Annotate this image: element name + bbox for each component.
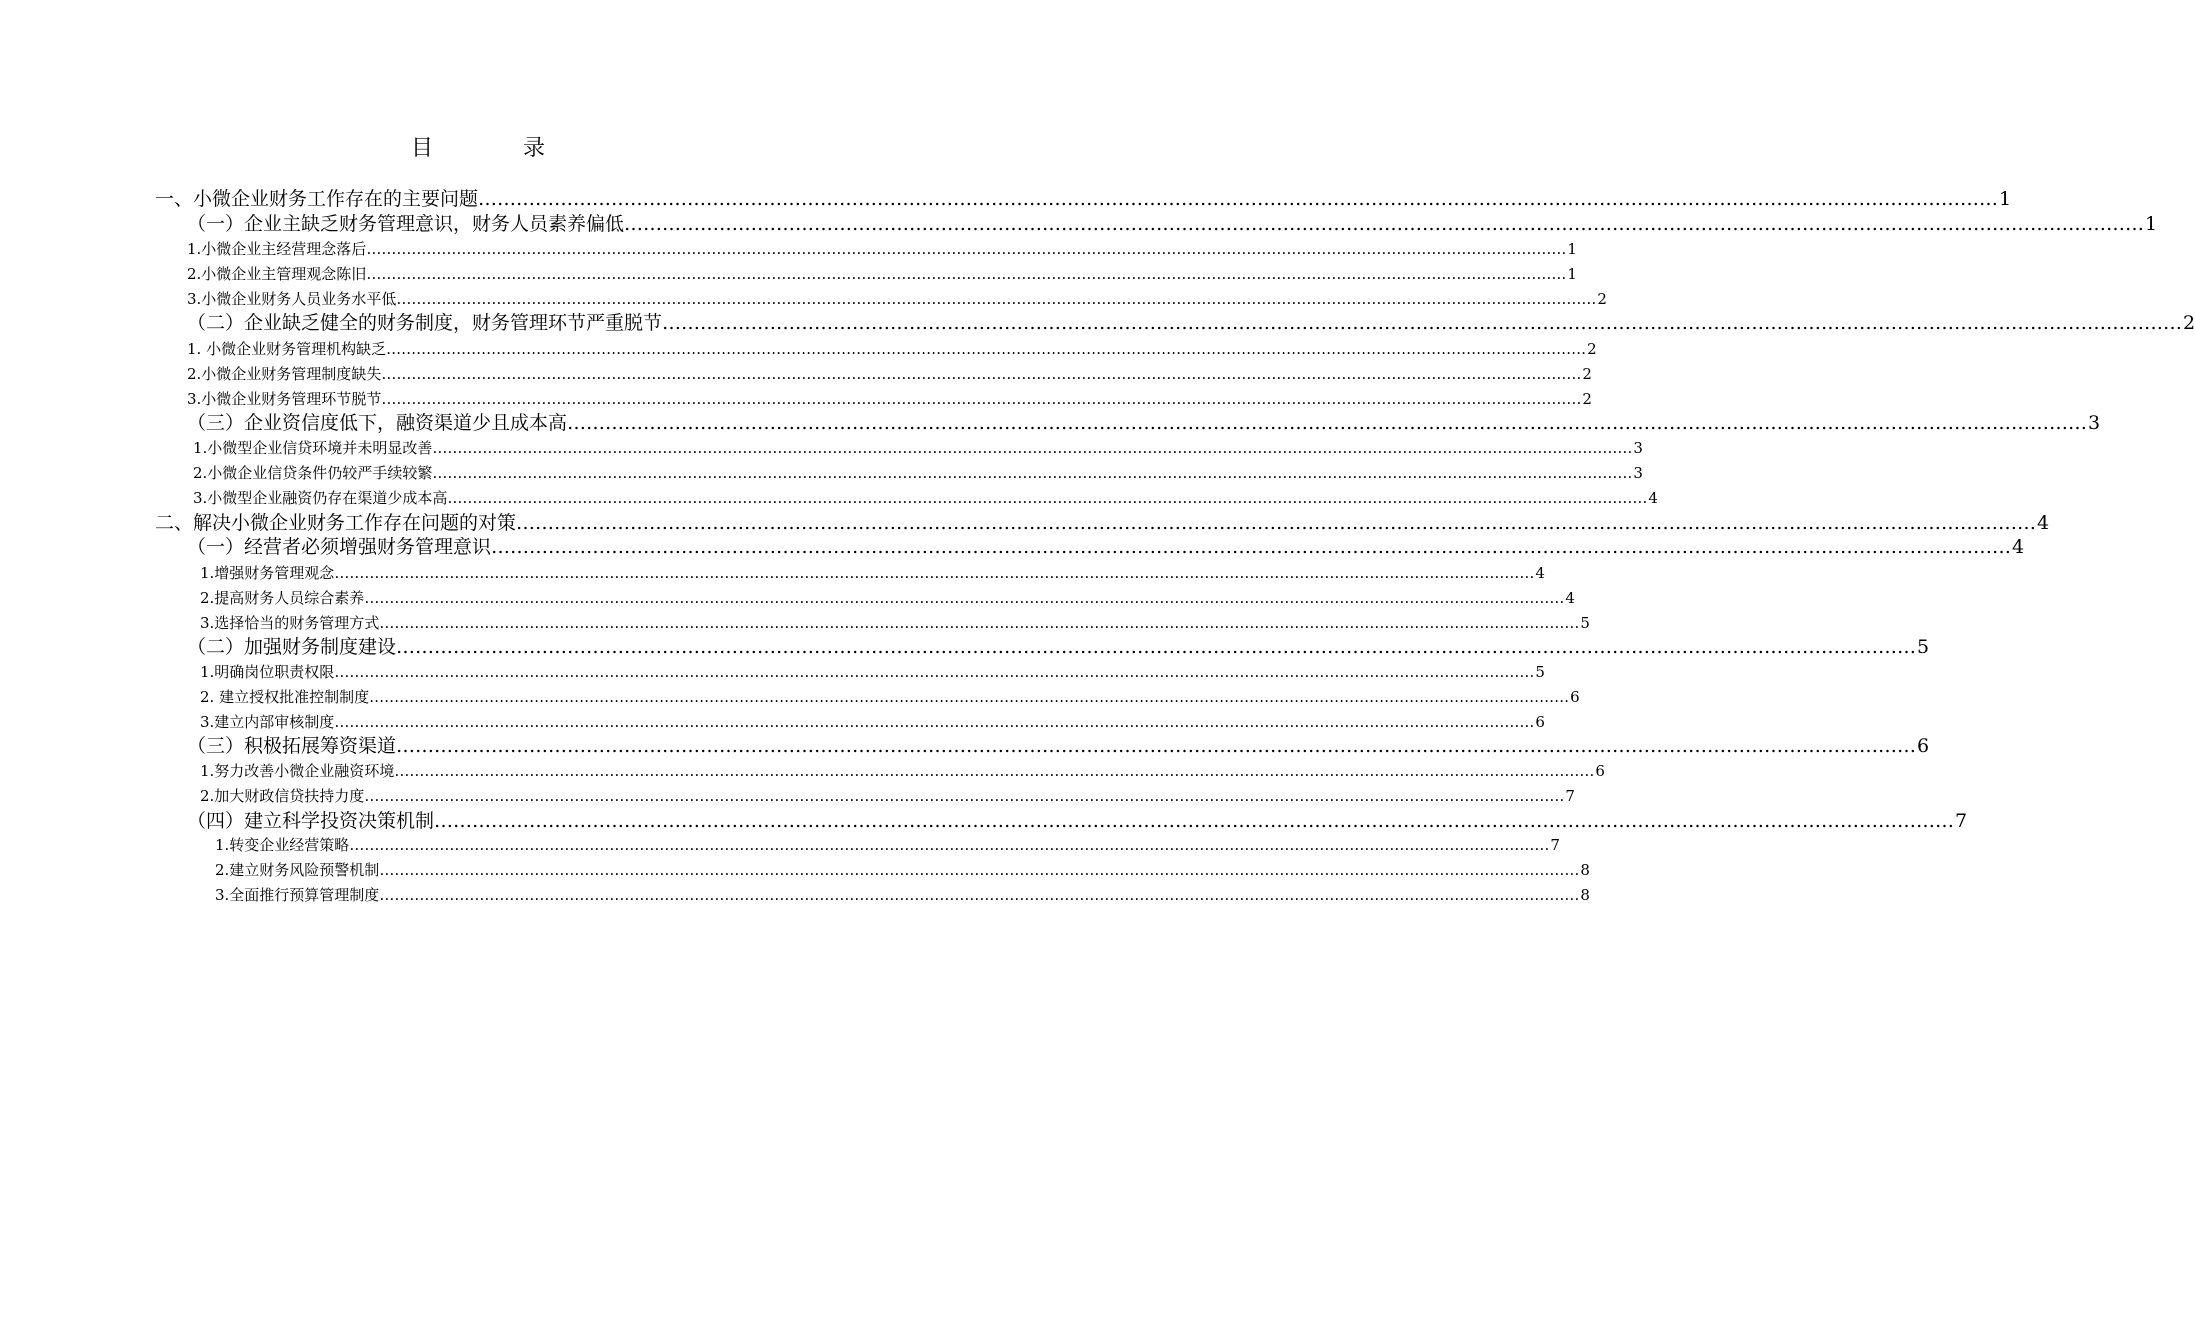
toc-section-entry[interactable] xyxy=(187,808,1968,834)
toc-entry-title: 3.全面推行预算管理制度 xyxy=(215,886,380,904)
toc-section-entry[interactable] xyxy=(187,733,1930,759)
toc-section-entry[interactable] xyxy=(187,634,1930,660)
toc-subsection-entry[interactable] xyxy=(200,711,1545,733)
toc-dot-leader: …………………………………………………………………………………………………………………………………………………………………………………………………………………… xyxy=(349,836,1550,854)
toc-dot-leader: …………………………………………………………………………………………………………………………………………………………………………………………………………………… xyxy=(386,340,1587,358)
toc-subsection-entry[interactable] xyxy=(187,263,1577,285)
toc-page-number: 4 xyxy=(2012,536,2025,558)
toc-page-number: 2 xyxy=(1582,390,1592,408)
toc-dot-leader: …………………………………………………………………………………………………………………………………………………………………………………………………………………… xyxy=(366,240,1567,258)
toc-page-number: 3 xyxy=(1633,439,1643,457)
toc-page-number: 7 xyxy=(1565,787,1575,805)
toc-subsection-entry[interactable] xyxy=(200,661,1545,683)
toc-page-number: 6 xyxy=(1570,688,1580,706)
toc-subsection-entry[interactable] xyxy=(187,238,1577,260)
toc-page-number: 2 xyxy=(2183,312,2195,334)
toc-dot-leader: …………………………………………………………………………………………………………………………………………………………………………………………………………………… xyxy=(334,713,1535,731)
toc-chapter-entry[interactable] xyxy=(155,510,2050,536)
toc-entry-title: 2.加大财政信贷扶持力度 xyxy=(200,787,365,805)
toc-subsection-entry[interactable] xyxy=(187,363,1592,385)
toc-entry-title: （一）企业主缺乏财务管理意识，财务人员素养偏低 xyxy=(187,213,625,235)
toc-entry-title: 3.建立内部审核制度 xyxy=(200,713,335,731)
toc-dot-leader: …………………………………………………………………………………………………………………………………………………………………………………………………………………… xyxy=(447,489,1648,507)
toc-entry-title: 2.小微企业信贷条件仍较严手续较繁 xyxy=(193,464,433,482)
toc-entry-title: （一）经营者必须增强财务管理意识 xyxy=(187,536,492,558)
toc-dot-leader: …………………………………………………………………………………………………………………………………………………………………………………………………………………… xyxy=(516,512,2037,534)
toc-dot-leader: …………………………………………………………………………………………………………………………………………………………………………………………………………………… xyxy=(491,536,2012,558)
toc-dot-leader: …………………………………………………………………………………………………………………………………………………………………………………………………………………… xyxy=(567,412,2088,434)
toc-page-number: 4 xyxy=(1535,564,1545,582)
toc-entry-title: 一、小微企业财务工作存在的主要问题 xyxy=(155,188,479,210)
toc-entry-title: 3.选择恰当的财务管理方式 xyxy=(200,614,380,632)
toc-page-number: 3 xyxy=(2088,412,2101,434)
toc-entry-title: 3.小微型企业融资仍存在渠道少成本高 xyxy=(193,489,448,507)
toc-dot-leader: …………………………………………………………………………………………………………………………………………………………………………………………………………………… xyxy=(624,213,2145,235)
toc-page-number: 5 xyxy=(1580,614,1590,632)
toc-page-number: 2 xyxy=(1587,340,1597,358)
toc-entry-title: 2.小微企业主管理观念陈旧 xyxy=(187,265,367,283)
toc-dot-leader: …………………………………………………………………………………………………………………………………………………………………………………………………………………… xyxy=(364,787,1565,805)
toc-page-number: 7 xyxy=(1955,810,1968,832)
toc-subsection-entry[interactable] xyxy=(187,288,1607,310)
toc-entry-title: 3.小微企业财务人员业务水平低 xyxy=(187,290,397,308)
toc-entry-title: （三）积极拓展筹资渠道 xyxy=(187,735,397,757)
toc-entry-title: 1.小微型企业信贷环境并未明显改善 xyxy=(193,439,433,457)
toc-entry-title: （四）建立科学投资决策机制 xyxy=(187,810,435,832)
toc-entry-title: （二）企业缺乏健全的财务制度，财务管理环节严重脱节 xyxy=(187,312,663,334)
toc-page-number: 7 xyxy=(1550,836,1560,854)
toc-dot-leader: …………………………………………………………………………………………………………………………………………………………………………………………………………………… xyxy=(366,265,1567,283)
toc-entry-title: 二、解决小微企业财务工作存在问题的对策 xyxy=(155,512,517,534)
toc-page-number: 4 xyxy=(1648,489,1658,507)
toc-section-entry[interactable] xyxy=(187,410,2101,436)
toc-subsection-entry[interactable] xyxy=(193,437,1643,459)
toc-subsection-entry[interactable] xyxy=(200,587,1575,609)
toc-entry-title: 1.努力改善小微企业融资环境 xyxy=(200,762,395,780)
toc-entry-title: 1.增强财务管理观念 xyxy=(200,564,335,582)
toc-dot-leader: …………………………………………………………………………………………………………………………………………………………………………………………………………………… xyxy=(369,688,1570,706)
toc-page-number: 2 xyxy=(1582,365,1592,383)
toc-page-number: 1 xyxy=(2145,213,2158,235)
toc-dot-leader: …………………………………………………………………………………………………………………………………………………………………………………………………………………… xyxy=(396,290,1597,308)
toc-page-number: 8 xyxy=(1580,886,1590,904)
toc-entry-title: 1. 小微企业财务管理机构缺乏 xyxy=(187,340,387,358)
toc-entry-title: 2.建立财务风险预警机制 xyxy=(215,861,380,879)
toc-page-number: 5 xyxy=(1917,636,1930,658)
toc-dot-leader: …………………………………………………………………………………………………………………………………………………………………………………………………………………… xyxy=(394,762,1595,780)
toc-page-number: 1 xyxy=(1567,265,1577,283)
toc-subsection-entry[interactable] xyxy=(200,760,1605,782)
toc-dot-leader: …………………………………………………………………………………………………………………………………………………………………………………………………………………… xyxy=(432,464,1633,482)
toc-subsection-entry[interactable] xyxy=(215,884,1590,906)
toc-subsection-entry[interactable] xyxy=(200,562,1545,584)
toc-dot-leader: …………………………………………………………………………………………………………………………………………………………………………………………………………………… xyxy=(662,312,2183,334)
toc-page-number: 6 xyxy=(1595,762,1605,780)
toc-dot-leader: …………………………………………………………………………………………………………………………………………………………………………………………………………………… xyxy=(379,886,1580,904)
toc-entry-title: 3.小微企业财务管理环节脱节 xyxy=(187,390,382,408)
toc-dot-leader: …………………………………………………………………………………………………………………………………………………………………………………………………………………… xyxy=(334,663,1535,681)
toc-page-number: 6 xyxy=(1535,713,1545,731)
toc-section-entry[interactable] xyxy=(187,534,2025,560)
toc-page-number: 5 xyxy=(1535,663,1545,681)
toc-subsection-entry[interactable] xyxy=(215,834,1560,856)
toc-dot-leader: …………………………………………………………………………………………………………………………………………………………………………………………………………………… xyxy=(396,636,1917,658)
toc-subsection-entry[interactable] xyxy=(193,462,1643,484)
toc-subsection-entry[interactable] xyxy=(200,686,1580,708)
toc-entry-title: 2.小微企业财务管理制度缺失 xyxy=(187,365,382,383)
toc-subsection-entry[interactable] xyxy=(187,388,1592,410)
toc-dot-leader: …………………………………………………………………………………………………………………………………………………………………………………………………………………… xyxy=(364,589,1565,607)
toc-entry-title: （三）企业资信度低下，融资渠道少且成本高 xyxy=(187,412,568,434)
toc-subsection-entry[interactable] xyxy=(215,859,1590,881)
toc-subsection-entry[interactable] xyxy=(193,487,1658,509)
toc-title: 目 录 xyxy=(410,136,579,161)
toc-dot-leader: …………………………………………………………………………………………………………………………………………………………………………………………………………………… xyxy=(334,564,1535,582)
toc-dot-leader: …………………………………………………………………………………………………………………………………………………………………………………………………………………… xyxy=(396,735,1917,757)
toc-page-number: 4 xyxy=(2037,512,2050,534)
toc-dot-leader: …………………………………………………………………………………………………………………………………………………………………………………………………………………… xyxy=(381,365,1582,383)
toc-entry-title: （二）加强财务制度建设 xyxy=(187,636,397,658)
toc-dot-leader: …………………………………………………………………………………………………………………………………………………………………………………………………………………… xyxy=(381,390,1582,408)
toc-section-entry[interactable] xyxy=(187,310,2195,336)
toc-page-number: 2 xyxy=(1597,290,1607,308)
toc-page-number: 1 xyxy=(1999,188,2012,210)
toc-page-number: 1 xyxy=(1567,240,1577,258)
toc-dot-leader: …………………………………………………………………………………………………………………………………………………………………………………………………………………… xyxy=(434,810,1955,832)
toc-entry-title: 2. 建立授权批准控制制度 xyxy=(200,688,370,706)
toc-entry-title: 1.明确岗位职责权限 xyxy=(200,663,335,681)
toc-page-number: 4 xyxy=(1565,589,1575,607)
toc-subsection-entry[interactable] xyxy=(200,612,1590,634)
toc-entry-title: 1.小微企业主经营理念落后 xyxy=(187,240,367,258)
toc-dot-leader: …………………………………………………………………………………………………………………………………………………………………………………………………………………… xyxy=(478,188,1999,210)
toc-entry-title: 1.转变企业经营策略 xyxy=(215,836,350,854)
toc-page-number: 6 xyxy=(1917,735,1930,757)
toc-subsection-entry[interactable] xyxy=(187,338,1597,360)
toc-subsection-entry[interactable] xyxy=(200,785,1575,807)
toc-page-number: 3 xyxy=(1633,464,1643,482)
toc-dot-leader: …………………………………………………………………………………………………………………………………………………………………………………………………………………… xyxy=(432,439,1633,457)
toc-chapter-entry[interactable] xyxy=(155,186,2012,212)
toc-entry-title: 2.提高财务人员综合素养 xyxy=(200,589,365,607)
toc-page-number: 8 xyxy=(1580,861,1590,879)
toc-section-entry[interactable] xyxy=(187,211,2158,237)
toc-dot-leader: …………………………………………………………………………………………………………………………………………………………………………………………………………………… xyxy=(379,861,1580,879)
toc-dot-leader: …………………………………………………………………………………………………………………………………………………………………………………………………………………… xyxy=(379,614,1580,632)
